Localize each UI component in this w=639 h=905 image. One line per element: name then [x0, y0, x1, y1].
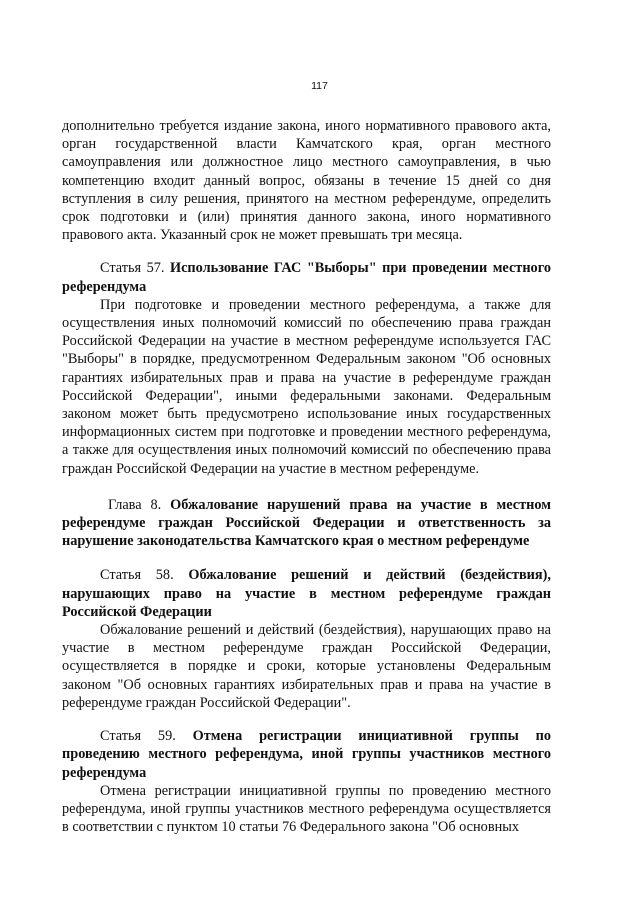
page-number: 117 [311, 80, 328, 92]
intro-paragraph: дополнительно требуется издание закона, иного нормативного правового акта, орган государственной власти Камчатского края, орган местного самоуправления или должностное лицо местного самоуправления, в чью компетенцию входит данный вопрос, обязаны в течение 15 дней со дня вступления в силу решения, принятого на местном референдуме, определить срок подготовки и (или) принятия данного закона, иного нормативного правового акта. Указанный срок не может превышать три месяца. [62, 118, 551, 244]
document-body [62, 117, 551, 836]
article-58-number: Статья 58. [100, 567, 174, 584]
chapter-8-heading [62, 496, 551, 551]
chapter-8-number: Глава 8. [108, 496, 162, 513]
article-59-title: Отмена регистрации инициативной группы по проведению местного референдума, иной группы участников местного референдума [62, 728, 551, 781]
article-57-number: Статья 57. [100, 260, 165, 277]
article-57-title: Использование ГАС "Выборы" при проведении местного референдума [62, 260, 551, 295]
article-58-title: Обжалование решений и действий (бездействия), нарушающих право на участие в местном референдуме граждан Российской Федерации [62, 567, 551, 620]
article-57-body: При подготовке и проведении местного референдума, а также для осуществления иных полномочий комиссий по обеспечению права граждан Российской Федерации на участие в местном референдуме используется ГАС "Выборы" в порядке, предусмотренном Федеральным законом "Об основных гарантиях избирательных прав и права на участие в референдуме граждан Российской Федерации", иными федеральными законами. Федеральным законом может быть предусмотрено использование иных государственных информационных систем при подготовке и проведении местного референдума, а также для осуществления иных полномочий комиссий по обеспечению права граждан Российской Федерации на участие в местном референдуме. [62, 296, 551, 477]
chapter-8-title: Обжалование нарушений права на участие в местном референдуме граждан Российской Федерации и ответственность за нарушение законодательства Камчатского края о местном референдуме [62, 496, 552, 550]
article-57-heading [62, 259, 551, 295]
article-58-heading [62, 566, 551, 621]
article-58-body: Обжалование решений и действий (бездействия), нарушающих право на участие в местном референдуме граждан Российской Федерации, осуществляется в порядке и сроки, которые установлены Федеральным законом "Об основных гарантиях избирательных прав и права на участие в референдуме граждан Российской Федерации". [62, 622, 551, 711]
article-59-heading [62, 727, 551, 782]
article-59-body: Отмена регистрации инициативной группы по проведению местного референдума, иной группы участников местного референдума осуществляется в соответствии с пунктом 10 статьи 76 Федерального закона "Об основных [62, 782, 551, 836]
article-59-number: Статья 59. [100, 728, 176, 745]
